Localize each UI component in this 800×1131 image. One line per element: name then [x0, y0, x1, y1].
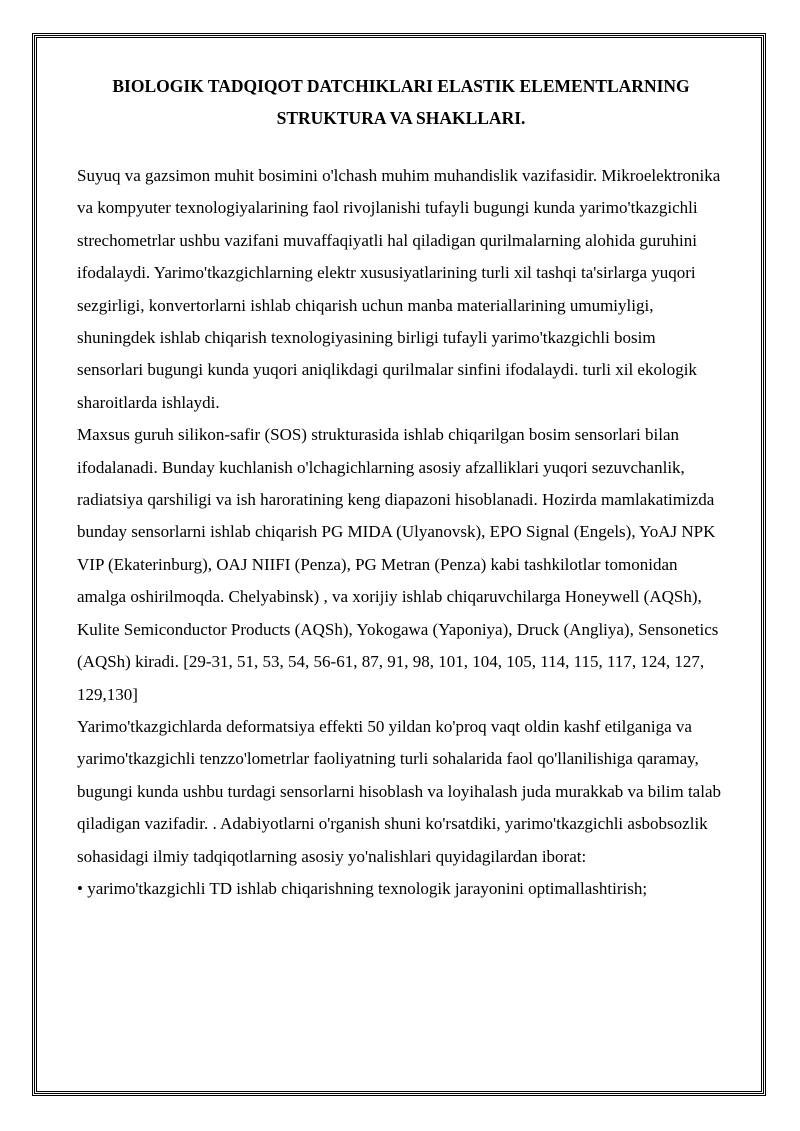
- document-title: [77, 70, 725, 134]
- paragraph-sos-sensors: Maxsus guruh silikon-safir (SOS) strukturasida ishlab chiqarilgan bosim sensorlari bilan ifodalanadi. Bunday kuchlanish o'lchagichlarning asosiy afzalliklari yuqori sezuvchanlik, radiatsiya qarshiligi va ish haroratining keng diapazoni hisoblanadi. Hozirda mamlakatimizda bunday sensorlarni ishlab chiqarish PG MIDA (Ulyanovsk), EPO Signal (Engels), YoAJ NPK VIP (Ekaterinburg), OAJ NIIFI (Penza), PG Metran (Penza) kabi tashkilotlar tomonidan amalga oshirilmoqda. Chelyabinsk) , va xorijiy ishlab chiqaruvchilarga Honeywell (AQSh), Kulite Semiconductor Products (AQSh), Yokogawa (Yaponiya), Druck (Angliya), Sensonetics (AQSh) kiradi. [29-31, 51, 53, 54, 56-61, 87, 91, 98, 101, 104, 105, 114, 115, 117, 124, 127, 129,130]: [77, 425, 719, 704]
- paragraph-deformation-effect: Yarimo'tkazgichlarda deformatsiya effekti 50 yildan ko'proq vaqt oldin kashf etilganiga va yarimo'tkazgichli tenzzo'lometrlar faoliyatning turli sohalarida faol qo'llanilishiga qaramay, bugungi kunda ushbu turdagi sensorlarni hisoblash va loyihalash juda murakkab va bilim talab qiladigan vazifadir. . Adabiyotlarni o'rganish shuni ko'rsatdiki, yarimo'tkazgichli asbobsozlik sohasidagi ilmiy tadqiqotlarning asosiy yo'nalishlari quyidagilardan iborat:: [77, 716, 721, 866]
- paragraph-pressure-sensors: Suyuq va gazsimon muhit bosimini o'lchash muhim muhandislik vazifasidir. Mikroelektronika va kompyuter texnologiyalarining faol rivojlanishi tufayli bugungi kunda yarimo'tkazgichli strechometrlar ushbu vazifani muvaffaqiyatli hal qiladigan qurilmalarning alohida guruhini ifodalaydi. Yarimo'tkazgichlarning elektr xususiyatlarining turli xil tashqi ta'sirlarga yuqori sezgirligi, konvertorlarni ishlab chiqarish uchun manba materiallarining umumiyligi, shuningdek ishlab chiqarish texnologiyasining birligi tufayli yarimo'tkazgichli bosim sensorlari bugungi kunda yuqori aniqlikdagi qurilmalar sinfini ifodalaydi. turli xil ekologik sharoitlarda ishlaydi.: [77, 166, 721, 412]
- title-line-2: STRUKTURA VA SHAKLLARI.: [276, 108, 526, 128]
- document-body: [77, 70, 725, 905]
- title-line-1: BIOLOGIK TADQIQOT DATCHIKLARI ELASTIK ELEMENTLARNING: [112, 76, 690, 96]
- bullet-item: • yarimo'tkazgichli TD ishlab chiqarishning texnologik jarayonini optimallashtirish;: [77, 878, 648, 898]
